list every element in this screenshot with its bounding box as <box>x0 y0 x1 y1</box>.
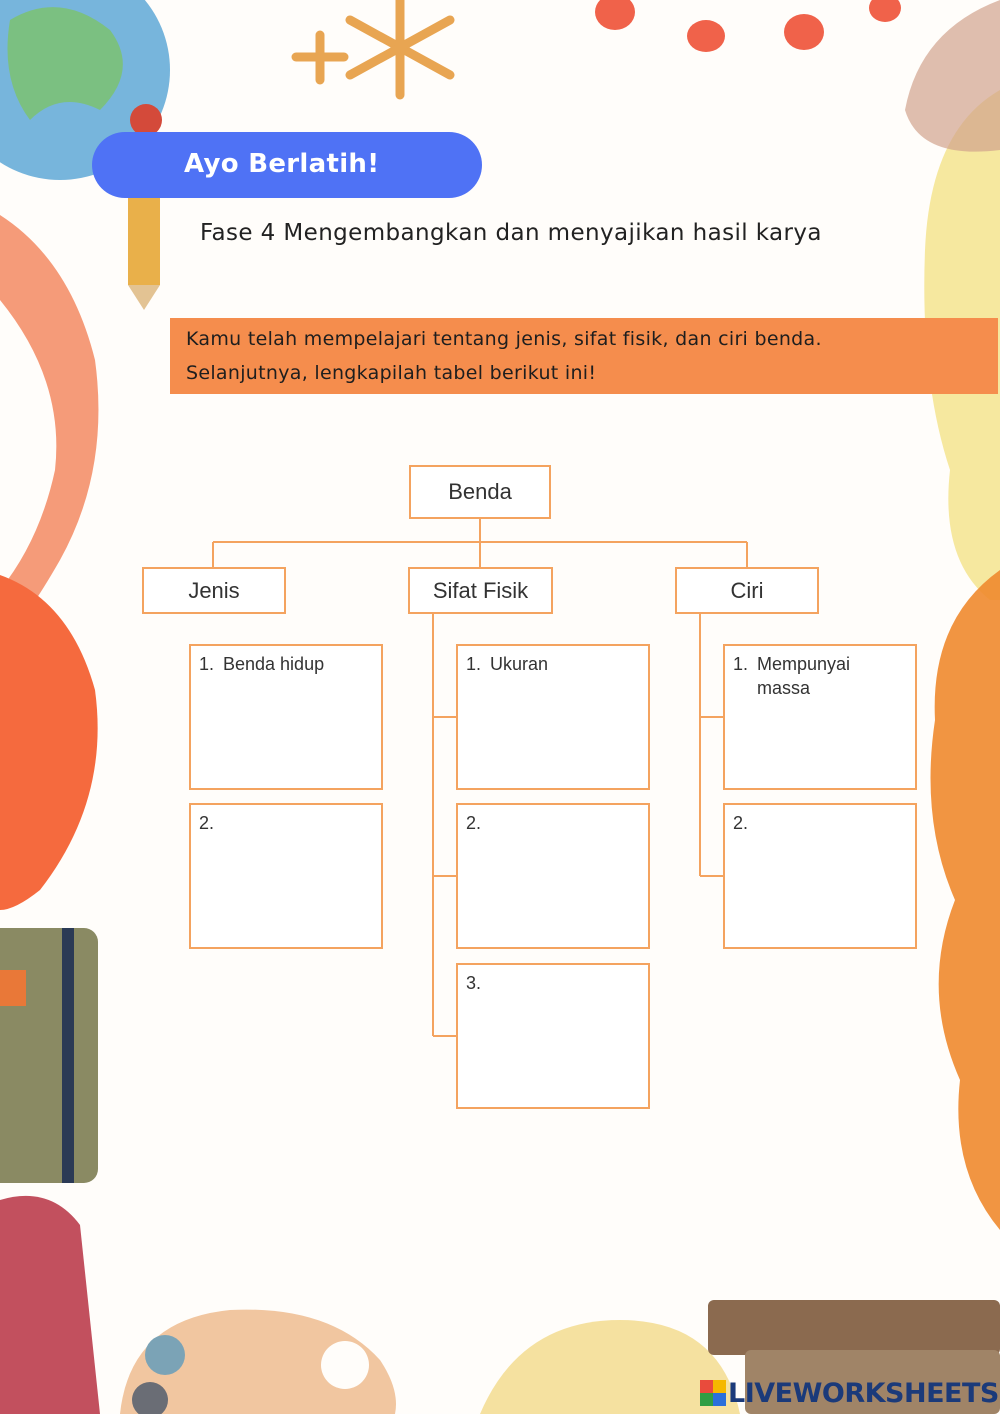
answer-box-ciri-2[interactable] <box>723 803 917 949</box>
watermark-text: LIVEWORKSHEETS <box>728 1377 999 1409</box>
item-text: Ukuran <box>490 654 549 674</box>
answer-box-sifat-fisik-2[interactable] <box>456 803 650 949</box>
item-number: 1. <box>733 654 749 674</box>
branch-header-ciri: Ciri <box>675 567 819 614</box>
item-number: 1. <box>199 654 215 674</box>
liveworksheets-watermark[interactable] <box>700 1375 999 1411</box>
root-node-benda: Benda <box>409 465 551 519</box>
item-number: 2. <box>199 813 215 833</box>
item-text: Benda hidup <box>223 654 325 674</box>
instruction-line-1: Kamu telah mempelajari tentang jenis, sifat fisik, dan ciri benda. <box>186 328 822 350</box>
item-text: Mempunyai massa <box>757 654 851 698</box>
branch-header-jenis: Jenis <box>142 567 286 614</box>
answer-box-jenis-1[interactable] <box>189 644 383 790</box>
instruction-line-2: Selanjutnya, lengkapilah tabel berikut ini! <box>186 362 597 384</box>
branch-header-sifat-fisik: Sifat Fisik <box>408 567 553 614</box>
item-number: 2. <box>733 813 749 833</box>
item-number: 1. <box>466 654 482 674</box>
answer-box-sifat-fisik-3[interactable] <box>456 963 650 1109</box>
answer-box-jenis-2[interactable] <box>189 803 383 949</box>
answer-box-sifat-fisik-1[interactable] <box>456 644 650 790</box>
item-number: 3. <box>466 973 482 993</box>
item-number: 2. <box>466 813 482 833</box>
answer-box-ciri-1[interactable] <box>723 644 917 790</box>
liveworksheets-logo-icon <box>700 1380 726 1406</box>
page-title: Ayo Berlatih! <box>184 149 380 179</box>
phase-subtitle: Fase 4 Mengembangkan dan menyajikan hasil karya <box>200 220 822 246</box>
